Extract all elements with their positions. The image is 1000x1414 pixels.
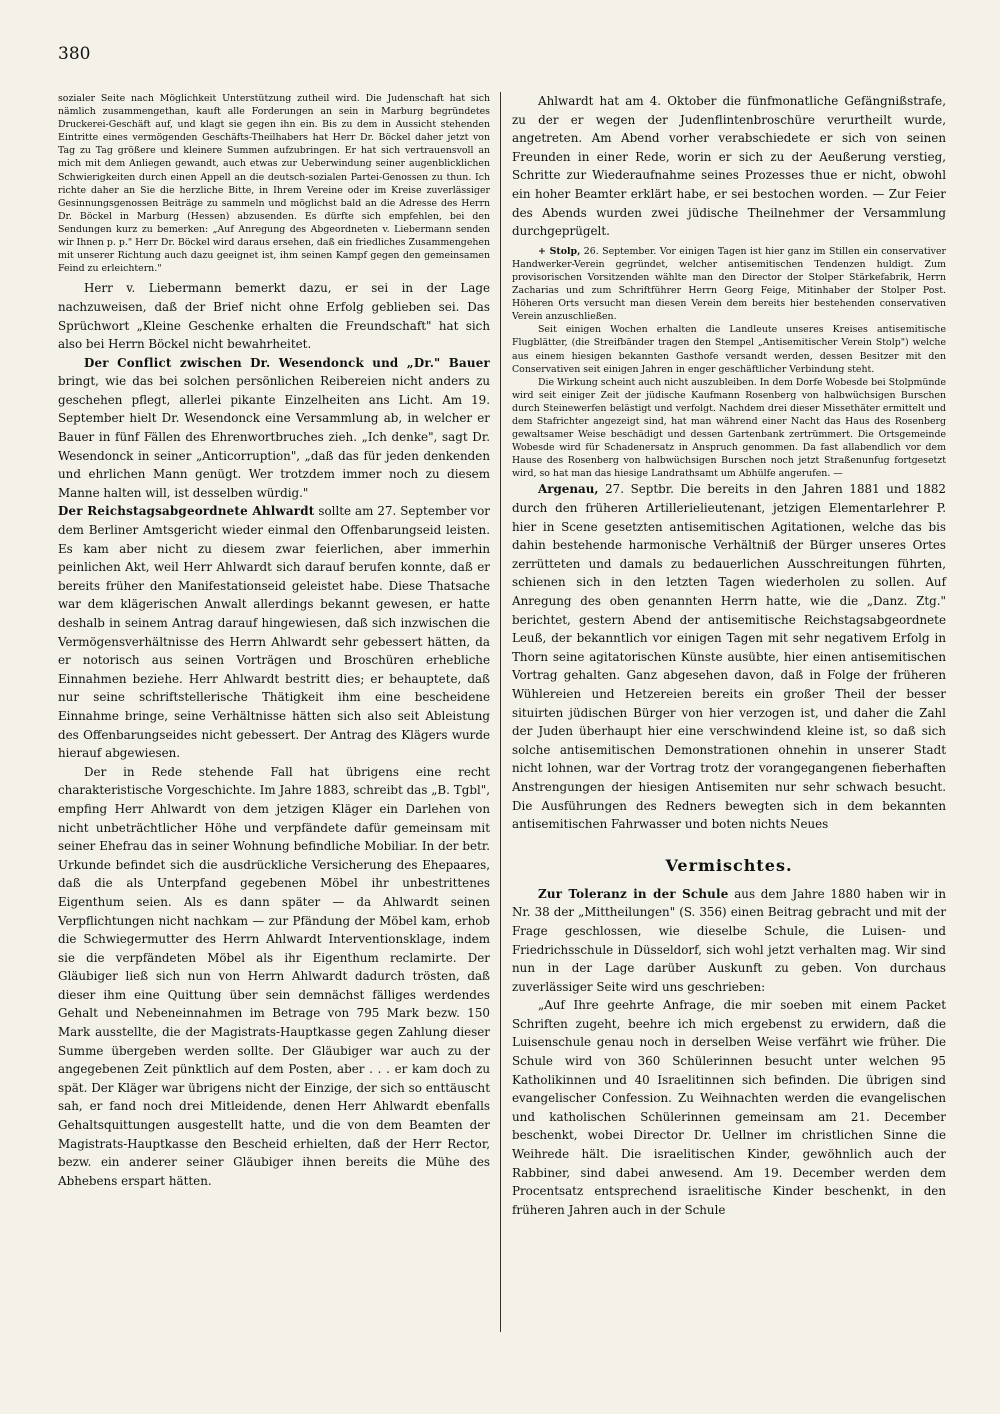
paragraph-bockel-appeal: sozialer Seite nach Möglichkeit Unterstützung zutheil wird. Die Judenschaft hat sich nämlich zusammengethan, kauft alle Forderungen an sein in Marburg begründetes Druckerei-Geschäft auf, und klagt sie gegen ihn ein. Bis zu dem in Aussicht stehenden Eintritte eines vermögenden Geschäfts-Theilhabers hat Herr Dr. Böckel daher jetzt von Tag zu Tag größere und kleinere Summen aufzubringen. Er hat sich vertrauensvoll an mich mit dem Anliegen gewandt, auch etwas zur Ueberwindung seiner augenblicklichen Schwierigkeiten durch einen Appell an die deutsch-sozialen Partei-Genossen zu thun. Ich richte daher an Sie die herzliche Bitte, in Ihrem Vereine oder im Kreise zuverlässiger Gesinnungsgenossen Beiträge zu sammeln und möglichst bald an die Adresse des Herrn Dr. Böckel in Marburg (Hessen) abzusenden. Es dürfte sich empfehlen, bei den Sendungen kurz zu bemerken: „Auf Anregung des Abgeordneten v. Liebermann senden wir Ihnen p. p." Herr Dr. Böckel wird daraus ersehen, daß ein friedliches Zusammengehen mit unserer Richtung auch dazu geeignet ist, ihm seinen Kampf gegen den gemeinsamen Feind zu erleichtern." [58,93,490,275]
paragraph-toleranz [512,885,946,997]
headline-ahlwardt: Der Reichstagsabgeordnete Ahlwardt [58,504,315,519]
paragraph-school-letter: „Auf Ihre geehrte Anfrage, die mir soeben mit einem Packet Schriften zugeht, beehre ich mich ergebenst zu erwidern, daß die Luisenschule genau noch in derselben Weise verfährt wie früher. Die Schule wird von 360 Schülerinnen besucht unter welchen 95 Katholikinnen und 40 Israelitinnen sich befinden. Die übrigen sind evangelischer Confession. Zu Weihnachten werden die evangelischen und katholischen Schülerinnen gemeinsam am 21. December beschenkt, wobei Director Dr. Uellner im christlichen Sinne die Weihrede hält. Die israelitischen Kinder, gewöhnlich auch der Rabbiner, sind dabei anwesend. Am 19. December werden dem Procentsatz entsprechend israelitische Kinder beschenkt, in den früheren Jahren auch in der Schule [512,998,946,1217]
paragraph-stolp-flyers: Seit einigen Wochen erhalten die Landleute unseres Kreises antisemitische Flugblätter, (die Streifbänder tragen den Stempel „Antisemitischer Verein Stolp") welche aus einem hiesigen bekannten Gasthofe versandt werden, dessen Besitzer mit den Conservativen seit einigen Jahren in enger geschäftlicher Verbindung steht. [512,324,946,375]
headline-wesendonck-bauer: Der Conflict zwischen Dr. Wesendonck und „Dr." Bauer [84,355,490,370]
paragraph-wesendonck-bauer [58,354,490,503]
text-ahlwardt-oath: sollte am 27. September vor dem Berliner Amtsgericht wieder einmal den Offenbarungseid leisten. Es kam aber nicht zu diesem zwar feierlichen, aber immerhin peinlichen Akt, weil Herr Ahlwardt sich darauf berufen konnte, daß er bereits früher den Manifestationseid geleistet habe. Diese Thatsache war dem klägerischen Anwalt allerdings bekannt gewesen, er hatte deshalb in seinem Antrag darauf hingewiesen, daß sich inzwischen die Vermögensverhältnisse des Herrn Ahlwardt sehr gebessert hätten, da er notorisch aus seinen Vorträgen und Broschüren erhebliche Einnahmen beziehe. Herr Ahlwardt bestritt dies; er behauptete, daß nur seine schriftstellerische Thätigkeit ihm eine bescheidene Einnahme bringe, seine Verhältnisse hätten sich also seit Ableistung des Offenbarungseides nicht gebessert. Der Antrag des Klägers wurde hierauf abgewiesen. [58,504,490,761]
page-number: 380 [58,44,91,64]
column-divider [500,92,501,1332]
text-toleranz: aus dem Jahre 1880 haben wir in Nr. 38 der „Mittheilungen" (S. 356) einen Beitrag gebracht und mit der Frage geschlossen, wie dieselbe Schule, die Luisen- und Friedrichsschule in Düsseldorf, sich wohl jetzt verhalten mag. Wir sind nun in der Lage darüber Auskunft zu geben. Von durchaus zuverlässiger Seite wird uns geschrieben: [512,886,947,994]
paragraph-ahlwardt-prison: Ahlwardt hat am 4. Oktober die fünfmonatliche Gefängnißstrafe, zu der er wegen der Judenflintenbroschüre verurtheilt wurde, angetreten. Am Abend vorher verabschiedete er sich von seinen Freunden in einer Rede, worin er sich zu der Aeußerung verstieg, Schritte zur Wiederaufnahme seines Prozesses thue er nicht, obwohl ein hoher Beamter erklärt habe, er sei bestochen worden. — Zur Feier des Abends wurden zwei jüdische Theilnehmer der Versammlung durchgeprügelt. [512,94,946,239]
paragraph-wobesde: Die Wirkung scheint auch nicht auszubleiben. In dem Dorfe Wobesde bei Stolpmünde wird seit einiger Zeit der jüdische Kaufmann Rosenberg von halbwüchsigen Burschen durch Steinewerfen belästigt und verfolgt. Nachdem drei dieser Missethäter ermittelt und dem Stafrichter angezeigt sind, hat man während einer Nacht das Haus des Rosenberg gewaltsamer Weise beschädigt und dessen Gartenbank zertrümmert. Die Ortsgemeinde Wobesde wird für Schadenersatz in Anspruch genommen. Da fast allabendlich vor dem Hause des Rosenberg von halbwüchsigen Burschen noch jetzt Straßenunfug fortgesetzt wird, so hat man das hiesige Landrathsamt um Abhülfe angerufen. — [512,376,946,480]
section-heading-vermischtes: Vermischtes. [665,855,793,875]
text-stolp: 26. September. Vor einigen Tagen ist hier ganz im Stillen ein conservativer Handwerker-Verein gegründet, welcher antisemitischen Tendenzen huldigt. Zum provisorischen Vorsitzenden wählte man den Director der Stolper Stärkefabrik, Herrn Zacharias und zum Schriftführer Herrn Georg Feige, Mitinhaber der Stolper Post. Höheren Orts versucht man diesen Verein dem bereits hier bestehenden conservativen Verein anzuschließen. [512,245,947,323]
dateline-stolp: + Stolp, [538,245,581,257]
paragraph-argenau [512,480,946,833]
paragraph-liebermann-remark: Herr v. Liebermann bemerkt dazu, er sei in der Lage nachzuweisen, daß der Brief nicht ohne Erfolg geblieben sei. Das Sprüchwort „Kleine Geschenke erhalten die Freundschaft" hat sich also bei Herrn Böckel nicht bewahrheitet. [58,281,490,352]
paragraph-ahlwardt-history: Der in Rede stehende Fall hat übrigens eine recht charakteristische Vorgeschichte. Im Jahre 1883, schreibt das „B. Tgbl", empfing Herr Ahlwardt von dem jetzigen Kläger ein Darlehen von nicht unbeträchtlicher Höhe und verpfändete dafür gemeinsam mit seiner Ehefrau das in seiner Wohnung befindliche Mobiliar. In der betr. Urkunde befindet sich die ausdrückliche Versicherung des Ehepaares, daß die als Unterpfand gegebenen Möbel ihr unbestrittenes Eigenthum seien. Als es dann später — da Ahlwardt seinen Verpflichtungen nicht nachkam — zur Pfändung der Möbel kam, erhob die Schwiegermutter des Herrn Ahlwardt Interventionsklage, indem sie die verpfändeten Möbel als ihr Eigenthum reclamirte. Der Gläubiger ließ sich nun von Herrn Ahlwardt dadurch trösten, daß dieser ihm eine Quittung über sein demnächst fälliges werdendes Gehalt und Nebeneinnahmen im Betrage von 795 Mark bezw. 150 Mark ausstellte, die der Magistrats-Hauptkasse gegen Zahlung dieser Summe übergeben werden sollte. Der Gläubiger war auch zu der angegebenen Zeit pünktlich auf dem Posten, aber . . . er kam doch zu spät. Der Kläger war übrigens nicht der Einzige, der sich so enttäuscht sah, er fand noch drei Mitleidende, denen Herr Ahlwardt ebenfalls Gehaltsquittungen ausgestellt hatte, und die von dem Beamten der Magistrats-Hauptkasse den Bescheid erhielten, daß der Herr Rector, bezw. ein anderer seiner Gläubiger ihnen bereits die Mühe des Abhebens erspart hätten. [58,764,490,1188]
text-argenau: 27. Septbr. Die bereits in den Jahren 1881 und 1882 durch den früheren Artillerielieutenant, jetzigen Elementarlehrer P. hier in Scene gesetzten antisemitischen Agitationen, welche das bis dahin bestehende harmonische Verhältniß der Bürger unseres Ortes zerrütteten und damals zu bedauerlichen Ausschreitungen führten, schienen sich in den letzten Tagen wiederholen zu sollen. Auf Anregung des oben genannten Herrn hatte, wie die „Danz. Ztg." berichtet, gestern Abend der antisemitische Reichstagsabgeordnete Leuß, der bekanntlich vor einigen Tagen mit sehr negativem Erfolg in Thorn seine agitatorischen Künste ausübte, hier einen antisemitischen Vortrag gehalten. Ganz abgesehen davon, daß in Folge der früheren Wühlereien und Hetzereien bereits ein großer Theil der besser situirten jüdischen Bürger von hier verzogen ist, und daher die Zahl der Juden überhaupt hier eine verschwindend kleine ist, so daß sich solche antisemitischen Demonstrationen ohnehin in unserer Stadt nicht lohnen, war der Vortrag trotz der vorangegangenen fieberhaften Anstrengungen der hiesigen Antisemiten nur sehr schwach besucht. Die Ausführungen des Redners bewegten sich in dem bekannten antisemitischen Fahrwasser und boten nichts Neues [512,482,946,832]
text-wesendonck-bauer: bringt, wie das bei solchen persönlichen Reibereien nicht anders zu geschehen pflegt, allerlei pikante Einzelheiten ans Licht. Am 19. September hielt Dr. Wesendonck eine Versammlung ab, in welcher er Bauer in fünf Fällen des Ehrenwortbruches zieh. „Ich denke", sagt Dr. Wesendonck in seiner „Anticorruption", „daß das für jeden denkenden und ehrlichen Mann genügt. Wer trotzdem immer noch zu diesem Manne halten will, ist desselben würdig." [58,374,490,500]
left-column [58,92,490,1190]
right-column [512,92,946,1219]
headline-toleranz: Zur Toleranz in der Schule [538,886,729,901]
dateline-argenau: Argenau, [538,482,599,497]
paragraph-stolp [512,245,946,324]
paragraph-ahlwardt-oath [58,502,490,762]
